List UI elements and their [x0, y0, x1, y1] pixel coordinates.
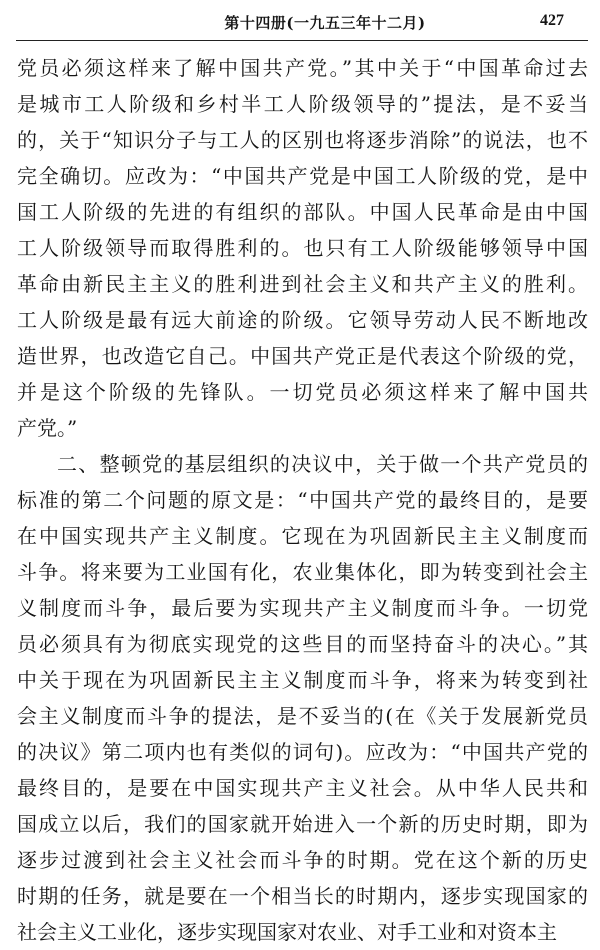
text-line: 国成立以后，我们的国家就开始进入一个新的历史时期，即为: [17, 812, 588, 836]
paragraph: [17, 50, 588, 446]
text-line: 在中国实现共产主义制度。它现在为巩固新民主主义制度而: [17, 524, 588, 548]
body-text: [17, 50, 588, 950]
text-line: 国工人阶级的先进的有组织的部队。中国人民革命是由中国: [17, 200, 588, 224]
text-line: 工人阶级领导而取得胜利的。也只有工人阶级能够领导中国: [17, 236, 588, 260]
page-number: 427: [540, 12, 564, 29]
text-line: 二、整顿党的基层组织的决议中，关于做一个共产党员的: [57, 452, 588, 476]
header-rule: [16, 40, 588, 41]
text-line: 逐步过渡到社会主义社会而斗争的时期。党在这个新的历史: [17, 848, 588, 872]
text-line: 完全确切。应改为：“中国共产党是中国工人阶级的党，是中: [17, 164, 588, 188]
text-line: 员必须具有为彻底实现党的这些目的而坚持奋斗的决心。”其: [17, 632, 588, 656]
text-line: 革命由新民主主义的胜利进到社会主义和共产主义的胜利。: [17, 272, 588, 296]
text-line: 是城市工人阶级和乡村半工人阶级领导的”提法，是不妥当: [17, 92, 588, 116]
text-line: 产党。”: [17, 416, 78, 440]
text-line: 时期的任务，就是要在一个相当长的时期内，逐步实现国家的: [17, 884, 588, 908]
text-line: 中关于现在为巩固新民主主义制度而斗争，将来为转变到社: [17, 668, 588, 692]
text-line: 并是这个阶级的先锋队。一切党员必须这样来了解中国共: [17, 380, 588, 404]
text-line: 的，关于“知识分子与工人的区别也将逐步消除”的说法，也不: [17, 128, 588, 152]
page-header: [0, 0, 600, 44]
text-line: 最终目的，是要在中国实现共产主义社会。从中华人民共和: [17, 776, 588, 800]
text-line: 会主义制度而斗争的提法，是不妥当的(在《关于发展新党员: [17, 704, 588, 728]
text-line: 造世界，也改造它自己。中国共产党正是代表这个阶级的党，: [17, 344, 588, 368]
text-line: 工人阶级是最有远大前途的阶级。它领导劳动人民不断地改: [17, 308, 588, 332]
text-line: 党员必须这样来了解中国共产党。”其中关于“中国革命过去: [17, 56, 588, 80]
text-line: 的决议》第二项内也有类似的词句)。应改为：“中国共产党的: [17, 740, 588, 764]
text-line: 斗争。将来要为工业国有化，农业集体化，即为转变到社会主: [17, 560, 588, 584]
running-title: 第十四册(一九五三年十二月): [224, 14, 426, 32]
paragraph: [17, 446, 588, 950]
text-line: 义制度而斗争，最后要为实现共产主义制度而斗争。一切党: [17, 596, 588, 620]
text-line: 社会主义工业化，逐步实现国家对农业、对手工业和对资本主: [17, 920, 557, 944]
text-line: 标准的第二个问题的原文是：“中国共产党的最终目的，是要: [17, 488, 588, 512]
